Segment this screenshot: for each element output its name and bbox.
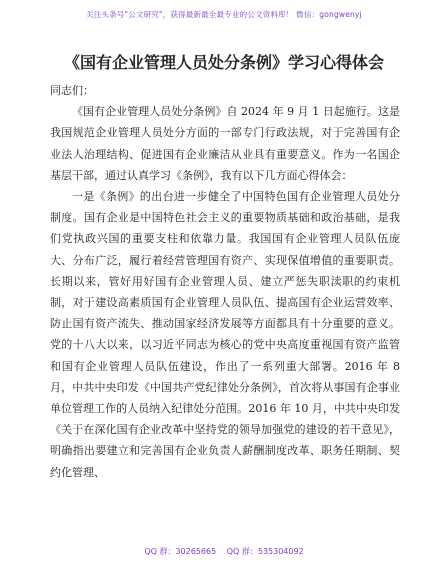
salutation: 同志们： (50, 84, 94, 97)
paragraph-intro: 《国有企业管理人员处分条例》自 2024 年 9 月 1 日起施行。这是我国规范企业管理人员处分方面的一部专门行政法规，对于完善国有企业法人治理结构、促进国有企业廉洁从业具有重要意义。作为一名国企基层干部，通过认真学习《条例》，我有以下几方面心得体会： (50, 105, 400, 182)
paragraph-point-one: 一是《条例》的出台进一步健全了中国特色国有企业管理人员处分制度。国有企业是中国特色社会主义的重要物质基础和政治基础，是我们党执政兴国的重要支柱和依靠力量。我国国有企业管理人员队伍庞大、分布广泛，履行着经营管理国有资产、实现保值增值的重要职责。长期以来，管好用好国有企业管理人员、建立严惩失职渎职的约束机制，对于建设高素质国有企业管理人员队伍、提高国有企业运营效率、防止国有资产流失、推动国家经济发展等方面都具有十分重要的意义。党的十八大以来，以习近平同志为核心的党中央高度重视国有资产监管和国有企业管理人员队伍建设，作出了一系列重大部署。2016 年 8 月，中共中央印发《中国共产党纪律处分条例》，首次将从事国有企事业单位管理工作的人员纳入纪律处分范围。2016 年 10 月，中共中央印发《关于在深化国有企业改革中坚持党的领导加强党的建设的若干意见》，明确指出要建立和完善国有企业负责人薪酬制度改革、职务任期制、契约化管理、 (50, 190, 400, 479)
document-body (50, 80, 400, 483)
qq-group-2: QQ 群：535304092 (226, 547, 304, 556)
document-title: 《国有企业管理人员处分条例》学习心得体会 (63, 53, 384, 72)
footer (0, 546, 448, 557)
qq-group-1: QQ 群：30265665 (144, 547, 217, 556)
header-banner: 关注头条号"公文研究"，获得最新最全最专业的公文资料库！ 微信：gongwenyj (86, 10, 362, 19)
